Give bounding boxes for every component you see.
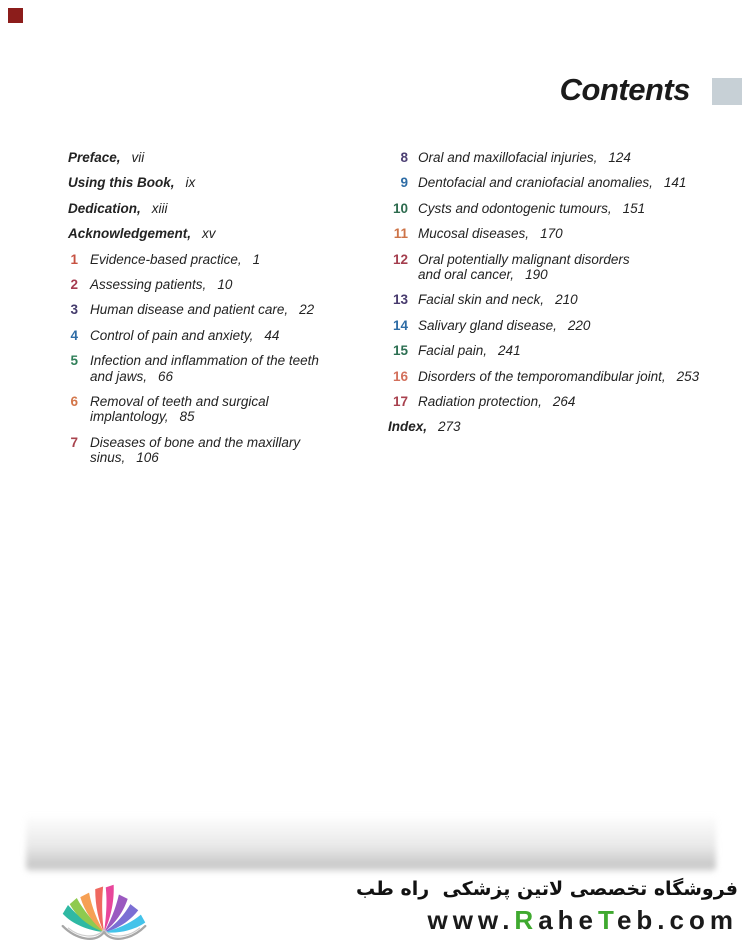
toc-chapter-entry: [62, 353, 372, 384]
chapter-page-number: 220: [567, 317, 591, 333]
chapter-number: 11: [393, 226, 408, 242]
toc-chapter-entry: [62, 328, 372, 343]
toc-chapter-entry: [382, 201, 738, 216]
chapter-number: 14: [392, 317, 408, 333]
chapter-title-line2: [418, 267, 630, 282]
toc-chapter-entry: [62, 252, 372, 267]
chapter-list-right: [382, 150, 738, 409]
footer-text-block: [356, 876, 738, 935]
chapter-title: [418, 318, 590, 333]
toc-chapter-entry: [382, 175, 738, 190]
page-bottom-shadow: [26, 814, 716, 872]
page-title: Contents: [559, 72, 690, 107]
left-book-leaves: [63, 887, 104, 933]
chapter-page-number: 141: [663, 175, 687, 191]
front-matter-entry: [62, 226, 372, 241]
chapter-number: 15: [392, 343, 408, 359]
front-matter-page-number: xv: [202, 226, 216, 242]
toc-chapter-entry: [62, 277, 372, 292]
chapter-number: 13: [392, 292, 408, 308]
chapter-number: 1: [70, 251, 78, 267]
toc-chapter-entry: [62, 394, 372, 425]
chapter-number: 2: [70, 277, 78, 293]
toc-chapter-entry: [62, 302, 372, 317]
chapter-title: [90, 353, 319, 384]
chapter-title-text: Oral and maxillofacial injuries,: [418, 150, 598, 165]
right-book-leaves: [104, 885, 145, 933]
front-matter-list: [62, 150, 372, 242]
chapter-title-text: Human disease and patient care,: [90, 302, 289, 318]
chapter-title: [418, 226, 563, 241]
chapter-title: [418, 201, 645, 216]
chapter-page-number: 190: [525, 267, 548, 283]
chapter-page-number: 253: [676, 368, 700, 384]
toc-chapter-entry: [382, 150, 738, 165]
chapter-title: [418, 150, 631, 165]
chapter-page-number: 124: [608, 150, 631, 165]
chapter-title: [90, 435, 372, 466]
rainbow-open-book-logo: [60, 876, 148, 948]
chapter-page-number: 170: [540, 226, 563, 242]
chapter-title: [90, 328, 279, 343]
chapter-page-number: 85: [179, 409, 195, 425]
toc-chapter-entry: [62, 435, 372, 466]
chapter-number: 8: [400, 150, 408, 165]
chapter-title-text: Cysts and odontogenic tumours,: [418, 200, 612, 216]
chapter-title: [418, 394, 575, 409]
toc-chapter-entry: [382, 369, 738, 384]
chapter-number: 9: [400, 175, 408, 191]
chapter-number: 16: [392, 368, 408, 384]
chapter-title: [90, 394, 372, 425]
chapter-title-line2-text: and jaws,: [90, 368, 148, 384]
chapter-title-text: Salivary gland disease,: [418, 317, 557, 333]
chapter-number: 10: [392, 200, 408, 216]
chapter-title-text: Dentofacial and craniofacial anomalies,: [418, 175, 653, 191]
website-url-part: www.: [427, 905, 515, 935]
front-matter-entry: [62, 175, 372, 190]
chapter-page-number: 1: [252, 251, 261, 267]
front-matter-page-number: xiii: [151, 200, 168, 216]
chapter-title: [90, 252, 260, 267]
chapter-page-number: 10: [217, 277, 233, 293]
chapter-page-number: 66: [158, 368, 174, 384]
chapter-title: [418, 343, 521, 358]
website-url-part: eb.com: [616, 905, 738, 935]
chapter-number: 5: [70, 353, 78, 369]
front-matter-entry: [62, 201, 372, 216]
front-matter-label: Dedication,: [68, 200, 141, 216]
chapter-number: 7: [70, 434, 78, 450]
front-matter-label: Preface,: [68, 150, 121, 165]
chapter-title-text: Assessing patients,: [90, 277, 207, 293]
website-url: [356, 905, 738, 935]
chapter-title: [418, 369, 699, 384]
corner-marker: [8, 8, 23, 23]
chapter-title-text: Radiation protection,: [418, 394, 542, 410]
front-matter-page-number: ix: [185, 175, 196, 191]
chapter-number: 6: [70, 394, 78, 410]
store-name-farsi: فروشگاه تخصصی لاتین پزشکی راه طب: [355, 878, 738, 900]
chapter-title: [90, 277, 232, 292]
toc-left-column: [62, 150, 372, 476]
chapter-page-number: 264: [552, 394, 576, 410]
chapter-title: [90, 302, 314, 317]
chapter-number: 4: [70, 327, 78, 343]
chapter-page-number: 210: [555, 292, 578, 308]
chapter-page-number: 44: [264, 327, 280, 343]
website-url-part: R: [514, 905, 539, 935]
header-tab: [712, 78, 742, 105]
chapter-title-text: Diseases of bone and the maxillary sinus,: [90, 434, 301, 466]
index-page-number: 273: [438, 419, 461, 435]
chapter-title: [418, 175, 686, 190]
chapter-title: [418, 252, 630, 283]
chapter-title-text: Facial pain,: [418, 343, 488, 359]
chapter-title-text: Evidence-based practice,: [90, 251, 242, 267]
toc-chapter-entry: [382, 252, 738, 283]
toc-chapter-entry: [382, 292, 738, 307]
chapter-page-number: 22: [299, 302, 315, 318]
toc-chapter-entry: [382, 343, 738, 358]
toc-chapter-entry: [382, 226, 738, 241]
chapter-page-number: 151: [622, 200, 646, 216]
toc-right-column: [382, 150, 738, 435]
website-url-part: T: [598, 905, 617, 935]
chapter-page-number: 241: [498, 343, 521, 359]
chapter-number: 12: [392, 251, 408, 267]
toc-chapter-entry: [382, 394, 738, 409]
toc-chapter-entry: [382, 318, 738, 333]
front-matter-label: Using this Book,: [68, 175, 175, 191]
chapter-page-number: 106: [136, 450, 159, 466]
front-matter-entry: [62, 150, 372, 165]
chapter-title-text: Removal of teeth and surgical implantology,: [90, 394, 269, 425]
bookstore-footer: [0, 874, 742, 950]
index-label: Index,: [388, 419, 428, 435]
chapter-title-line2: [90, 369, 319, 384]
chapter-title-line1: Infection and inflammation of the teeth: [90, 353, 319, 369]
website-url-part: ahe: [538, 905, 599, 935]
chapter-title-text: Facial skin and neck,: [418, 292, 545, 308]
front-matter-label: Acknowledgement,: [68, 226, 192, 242]
index-entry: [382, 419, 738, 434]
chapter-number: 17: [392, 394, 408, 410]
chapter-title-text: Mucosal diseases,: [418, 226, 530, 242]
chapter-number: 3: [70, 302, 78, 318]
chapter-title-line2-text: and oral cancer,: [418, 267, 515, 283]
chapter-list-left: [62, 252, 372, 466]
front-matter-page-number: vii: [131, 150, 145, 165]
chapter-title-text: Control of pain and anxiety,: [90, 327, 254, 343]
chapter-title-text: Disorders of the temporomandibular joint,: [418, 368, 666, 384]
chapter-title-line1: Oral potentially malignant disorders: [418, 251, 630, 267]
chapter-title: [418, 292, 578, 307]
